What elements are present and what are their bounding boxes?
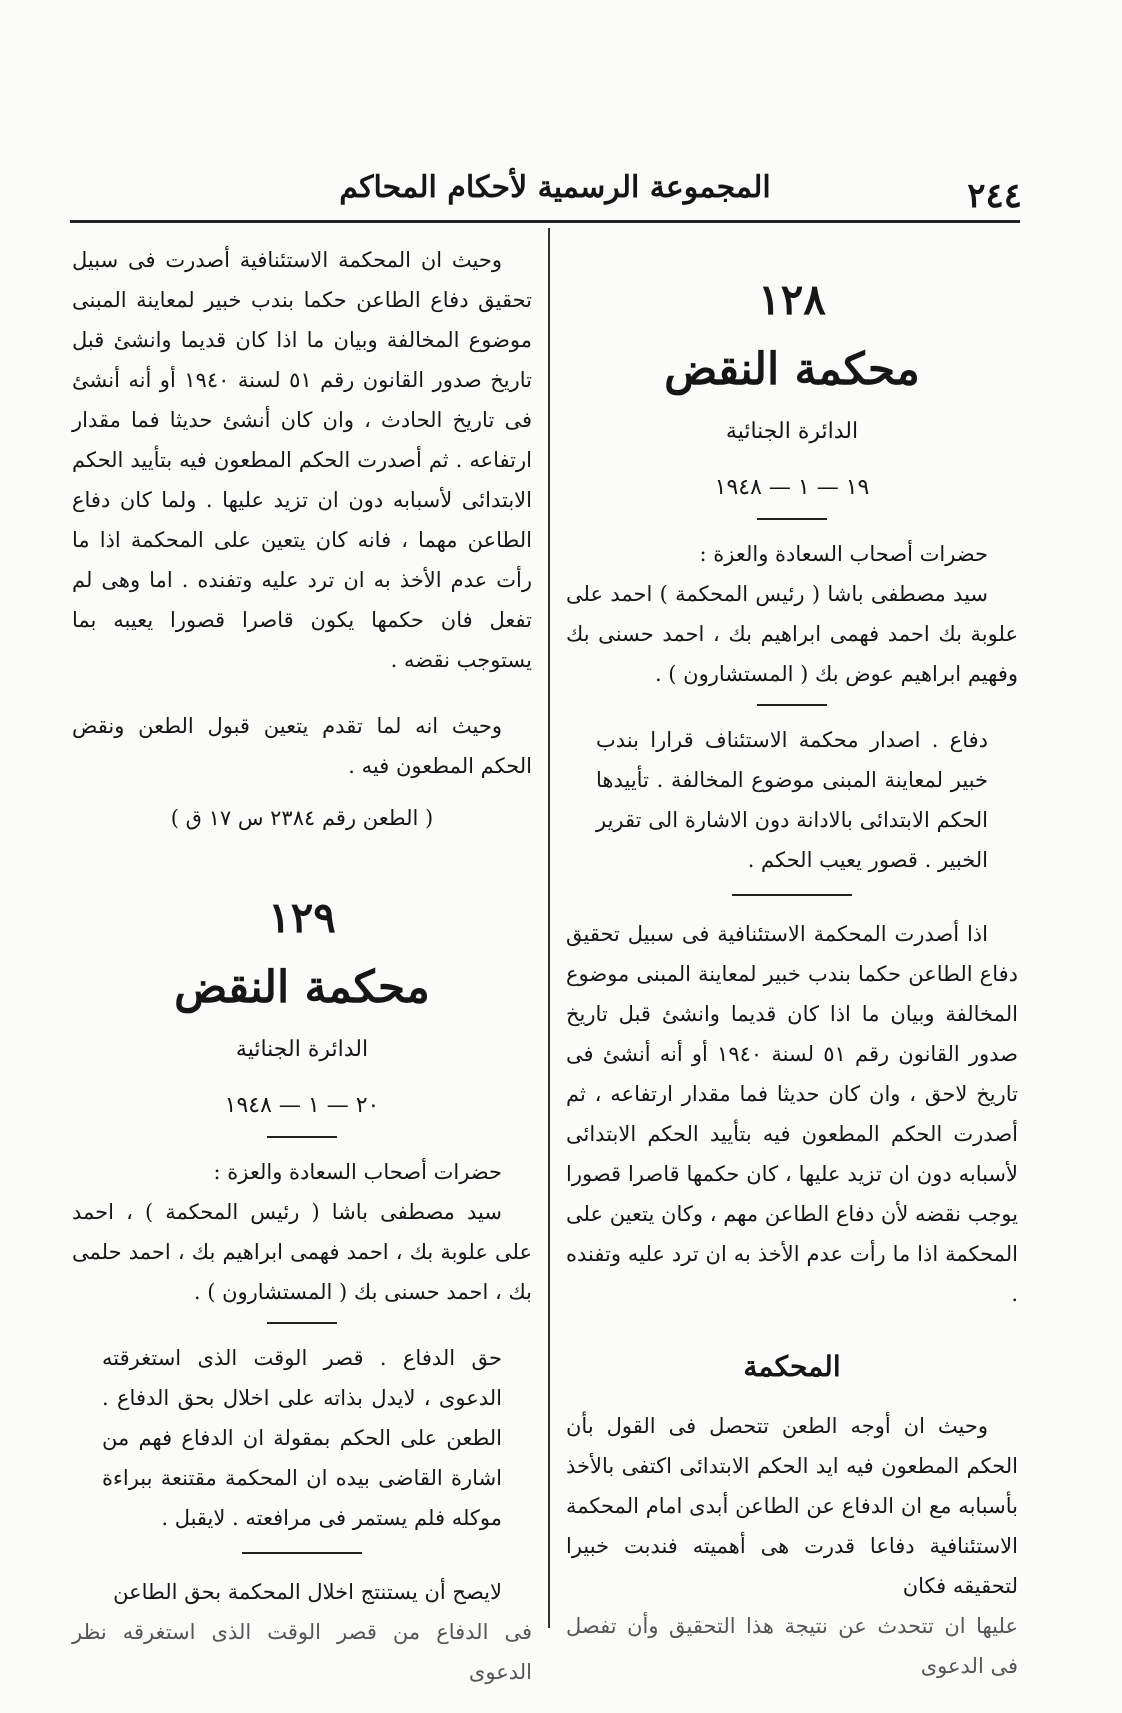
attendance-heading-128: حضرات أصحاب السعادة والعزة : [699, 542, 988, 566]
left-column [72, 240, 532, 1692]
separator [242, 1552, 362, 1554]
page-number: ٢٤٤ [967, 176, 1022, 216]
separator [267, 1136, 337, 1138]
reasoning-128-continued: وحيث ان المحكمة الاستئنافية أصدرت فى سبيل تحقيق دفاع الطاعن حكما بندب خبير لمعاينة المبنى موضوع المخالفة وبيان ما اذا كان قديما وانشئ قبل تاريخ صدور القانون رقم ٥١ لسنة ١٩٤٠ أو أنه أنشئ فى تاريخ الحادث ، وان كان أنشئ حديثا فما مقدار ارتفاعه . ثم أصدرت الحكم المطعون فيه بتأييد الحكم الابتدائى لأسبابه دون ان تزيد عليها . ولما كان دفاع الطاعن مهما ، فانه كان يتعين على المحكمة اذا ما رأت عدم الأخذ به ان ترد عليه وتفنده . اما وهى لم تفعل فان حكمها يكون قاصرا قصورا يعيبه بما يستوجب نقضه . [72, 248, 533, 672]
separator [757, 518, 827, 520]
summary-129: حق الدفاع . قصر الوقت الذى استغرقته الدعوى ، لايدل بذاته على اخلال بحق الدفاع . الطعن على الحكم بمقولة ان الدفاع فهم من اشارة القاضى بيده ان المحكمة مقتنعة ببراءة موكله فلم يستمر فى مرافعته . لايقبل . [102, 1346, 502, 1530]
circuit-129: الدائرة الجنائية [235, 1037, 369, 1062]
attendance-heading-129: حضرات أصحاب السعادة والعزة : [213, 1160, 502, 1184]
reasoning-128-conclusion: وحيث انه لما تقدم يتعين قبول الطعن ونقض الحكم المطعون فيه . [72, 714, 532, 778]
circuit-128: الدائرة الجنائية [725, 419, 859, 444]
separator [757, 704, 827, 706]
case-date-128: ١٩ — ١ — ١٩٤٨ [714, 475, 870, 500]
case-number-128: ١٢٨ [758, 275, 826, 324]
court-name-129: محكمة النقض [174, 962, 430, 1013]
cut-off-line-129: فى الدفاع من قصر الوقت الذى استغرقه نظر الدعوى [72, 1620, 532, 1684]
appeal-reference-128: ( الطعن رقم ٢٣٨٤ س ١٧ ق ) [170, 806, 434, 830]
section-heading-court: المحكمة [743, 1350, 841, 1383]
right-column [566, 272, 1018, 1686]
reasoning-128: وحيث ان أوجه الطعن تتحصل فى القول بأن الحكم المطعون فيه ايد الحكم الابتدائى اكتفى بالأخذ بأسبابه مع ان الدفاع عن الطاعن أبدى امام المحكمة الاستئنافية دفاعا قدرت هى أهميته فندبت خبيرا لتحقيقه فكان [566, 1414, 1018, 1598]
principle-129: لايصح أن يستنتج اخلال المحكمة بحق الطاعن [113, 1580, 502, 1604]
header-rule [70, 220, 1020, 223]
court-name-128: محكمة النقض [664, 344, 920, 395]
summary-128: دفاع . اصدار محكمة الاستئناف قرارا بندب خبير لمعاينة المبنى موضوع المخالفة . تأييدها الحكم الابتدائى بالادانة دون الاشارة الى تقرير الخبير . قصور يعيب الحكم . [596, 728, 988, 872]
running-title: المجموعة الرسمية لأحكام المحاكم [339, 170, 771, 205]
separator [267, 1322, 337, 1324]
case-number-129: ١٢٩ [268, 893, 336, 942]
attendance-128: سيد مصطفى باشا ( رئيس المحكمة ) احمد على علوبة بك احمد فهمى ابراهيم بك ، احمد حسنى بك وفهيم ابراهيم عوض بك ( المستشارون ) . [566, 582, 1018, 686]
case-date-129: ٢٠ — ١ — ١٩٤٨ [224, 1093, 380, 1118]
cut-off-line-128: عليها ان تتحدث عن نتيجة هذا التحقيق وأن تفصل فى الدعوى [566, 1614, 1018, 1678]
attendance-129: سيد مصطفى باشا ( رئيس المحكمة ) ، احمد على علوبة بك ، احمد فهمى ابراهيم بك ، احمد حلمى بك ، احمد حسنى بك ( المستشارون ) . [72, 1200, 532, 1304]
column-divider [548, 228, 550, 1628]
principle-128: اذا أصدرت المحكمة الاستئنافية فى سبيل تحقيق دفاع الطاعن حكما بندب خبير لمعاينة المبنى موضوع المخالفة وبيان ما اذا كان قديما وانشئ قبل تاريخ صدور القانون رقم ٥١ لسنة ١٩٤٠ أو أنه أنشئ فى تاريخ لاحق ، وان كان حديثا فما مقدار ارتفاعه ، ثم أصدرت الحكم المطعون فيه بتأييد الحكم الابتدائى لأسبابه دون ان تزيد عليها ، كان حكمها قاصرا قصورا يوجب نقضه لأن دفاع الطاعن مهم ، وكان يتعين على المحكمة اذا ما رأت عدم الأخذ به ان ترد عليه وتفنده . [566, 922, 1018, 1306]
separator [732, 894, 852, 896]
